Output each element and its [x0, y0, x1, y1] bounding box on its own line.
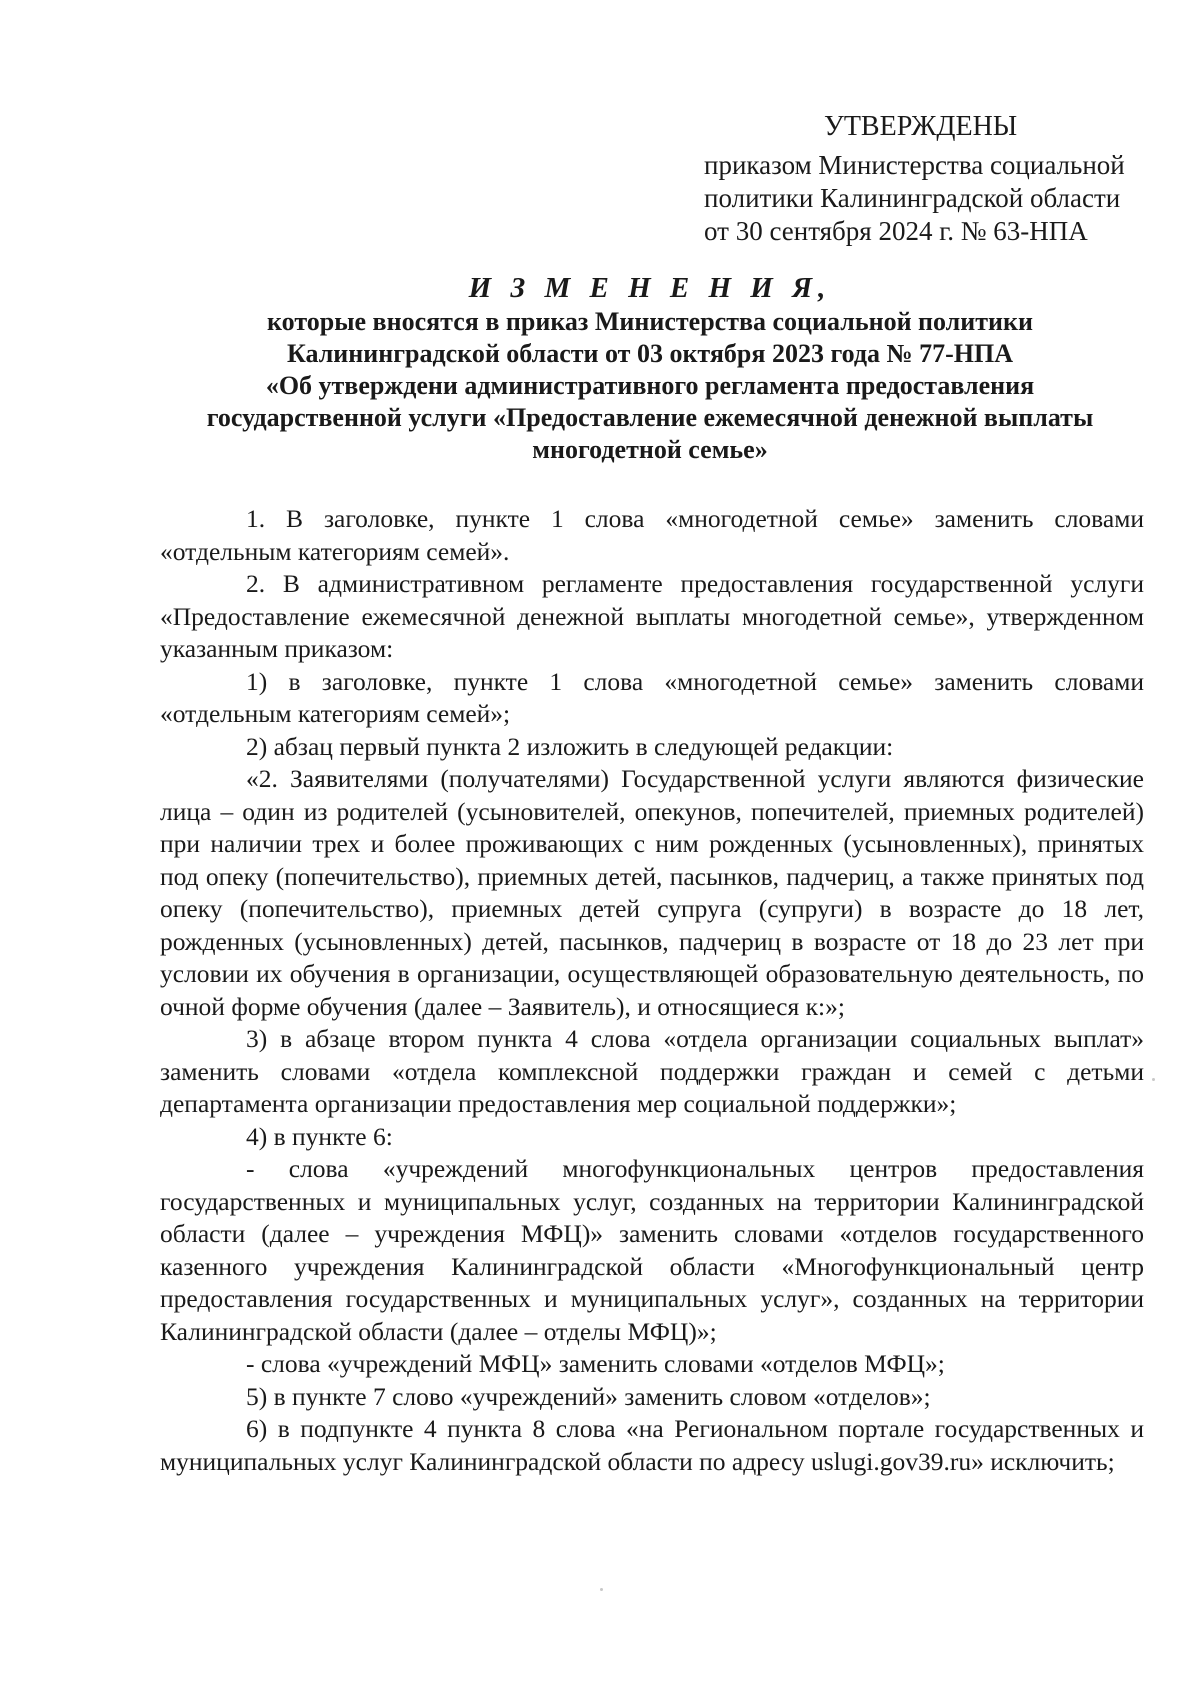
- paragraph-3: 1) в заголовке, пункте 1 слова «многодетной семье» заменить словами «отдельным категориям семей»;: [160, 666, 1144, 728]
- scan-speck: [600, 1588, 603, 1591]
- approval-stamp: [704, 110, 1144, 248]
- paragraph-11: 6) в подпункте 4 пункта 8 слова «на Региональном портале государственных и муниципальных услуг Калининградской области по адресу uslugi.gov39.ru» исключить;: [160, 1414, 1144, 1476]
- heading-title: И З М Е Н Е Н И Я,: [468, 272, 832, 304]
- heading-line-5: многодетной семье»: [532, 435, 768, 464]
- scan-speck: [1152, 1078, 1155, 1081]
- approval-line-2: политики Калининградской области: [704, 183, 1121, 213]
- document-heading: [150, 272, 1150, 466]
- paragraph-1: 1. В заголовке, пункте 1 слова «многодетной семье» заменить словами «отдельным категориям семей».: [160, 504, 1144, 566]
- heading-line-2: Калининградской области от 03 октября 2023 года № 77-НПА: [286, 339, 1014, 368]
- paragraph-6: 3) в абзаце втором пункта 4 слова «отдела организации социальных выплат» заменить словами «отдела комплексной поддержки граждан и семей с детьми департамента организации предоставления мер социальной поддержки»;: [160, 1024, 1144, 1118]
- document-body: [160, 503, 1144, 1478]
- paragraph-4: 2) абзац первый пункта 2 изложить в следующей редакции:: [246, 731, 894, 761]
- paragraph-8: - слова «учреждений многофункциональных центров предоставления государственных и муниципальных услуг, созданных на территории Калининградской области (далее – учреждения МФЦ)» заменить словами «отделов государственного казенного учреждения Калининградской области «Многофункциональный центр предоставления государственных и муниципальных услуг», созданных на территории Калининградской области (далее – отделы МФЦ)»;: [160, 1154, 1144, 1346]
- paragraph-7: 4) в пункте 6:: [246, 1121, 393, 1151]
- approval-line-3: от 30 сентября 2024 г. № 63-НПА: [704, 216, 1088, 246]
- heading-line-1: которые вносятся в приказ Министерства социальной политики: [267, 307, 1033, 336]
- approval-line-1: приказом Министерства социальной: [704, 150, 1125, 180]
- heading-line-4: государственной услуги «Предоставление ежемесячной денежной выплаты: [206, 403, 1094, 432]
- approval-title: УТВЕРЖДЕНЫ: [824, 111, 1018, 142]
- paragraph-9: - слова «учреждений МФЦ» заменить словами «отделов МФЦ»;: [246, 1349, 945, 1378]
- paragraph-5: «2. Заявителями (получателями) Государственной услуги являются физические лица – один из родителей (усыновителей, опекунов, попечителей, приемных родителей) при наличии трех и более проживающих с ним рожденных (усыновленных), принятых под опеку (попечительство), приемных детей, пасынков, падчериц, а также принятых под опеку (попечительство), приемных детей супруга (супруги) в возрасте до 18 лет, рожденных (усыновленных) детей, пасынков, падчериц в возрасте от 18 до 23 лет при условии их обучения в организации, осуществляющей образовательную деятельность, по очной форме обучения (далее – Заявитель), и относящиеся к:»;: [160, 764, 1144, 1021]
- paragraph-10: 5) в пункте 7 слово «учреждений» заменить словом «отделов»;: [246, 1381, 931, 1411]
- paragraph-2: 2. В административном регламенте предоставления государственной услуги «Предоставление ежемесячной денежной выплаты многодетной семье», утвержденном указанным приказом:: [160, 569, 1144, 663]
- heading-line-3: «Об утверждени административного регламента предоставления: [265, 371, 1035, 400]
